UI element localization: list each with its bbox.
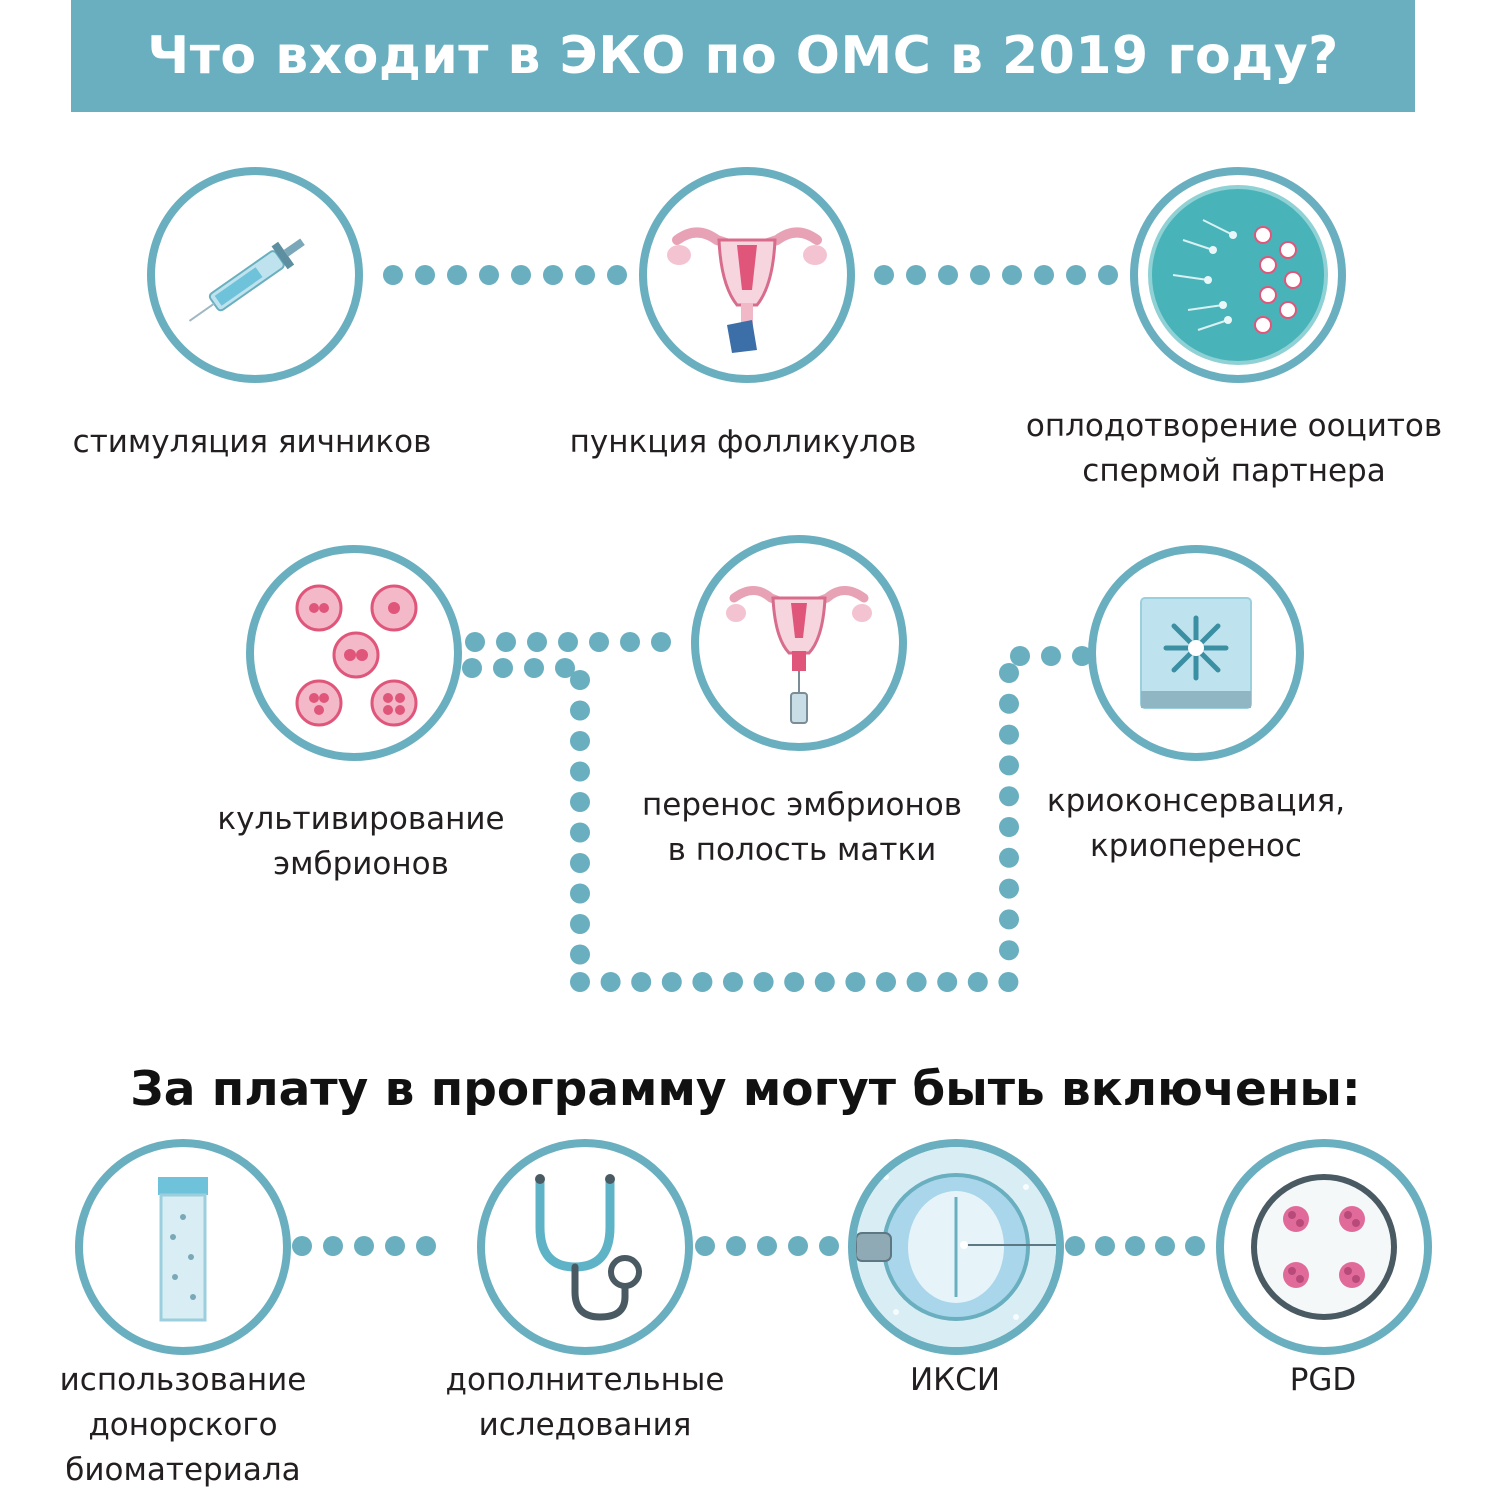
connector-dot [999,694,1019,714]
connector-dot [292,1236,312,1256]
connector-dot [970,265,990,285]
connector-dot [874,265,894,285]
paid-circle-exams [477,1139,693,1355]
connector-dot [845,972,865,992]
step-label-cultivation-line1: культивирование [217,801,505,837]
connector-dot [323,1236,343,1256]
connector-dot [999,940,1019,960]
connector-dot [601,972,621,992]
connector-dot [447,265,467,285]
connector-dot [555,658,575,678]
paid-circle-icsi [848,1139,1064,1355]
connector-dot [998,972,1018,992]
connector-dot [999,817,1019,837]
connector-dot [907,972,927,992]
connector-dot [938,265,958,285]
cryo-storage-icon [1116,573,1276,733]
icsi-icon [856,1147,1056,1347]
uterus-icon [657,185,837,365]
step-label-fertilization [1026,404,1442,494]
connector-dot [570,762,590,782]
pgd-dish-icon [1234,1157,1414,1337]
step-label-cultivation-line2: эмбрионов [273,846,449,882]
step-label-puncture-text: пункция фолликулов [569,424,917,460]
paid-label-pgd-text: PGD [1289,1362,1357,1398]
connector-dot [511,265,531,285]
step-label-fertilization-line2: спермой партнера [1082,453,1386,489]
embryo-transfer-icon [709,553,889,733]
connector-dot [570,884,590,904]
connector-dot [784,972,804,992]
step-label-cryo [1047,779,1345,869]
connector-dot [695,1236,715,1256]
connector-dot [354,1236,374,1256]
step-label-puncture [570,420,917,465]
step-label-cryo-line1: криоконсервация, [1046,783,1346,819]
connector-dot [1065,1236,1085,1256]
connector-dot [999,909,1019,929]
connector-dot [662,972,682,992]
connector-dot [937,972,957,992]
paid-label-donor-line1: использование [59,1362,307,1398]
connector-dot [570,701,590,721]
connector-dot [999,755,1019,775]
paid-label-icsi [910,1358,1000,1403]
paid-label-exams-line1: дополнительные [445,1362,725,1398]
connector-dot [570,972,590,992]
paid-label-donor [60,1358,307,1493]
connector-dot [527,632,547,652]
connector-dot [570,853,590,873]
paid-circle-donor [75,1139,291,1355]
connector-dot [570,823,590,843]
connector-dot [999,879,1019,899]
paid-label-pgd [1290,1358,1357,1403]
fertilization-dish-icon [1143,180,1333,370]
connector-dot [416,1236,436,1256]
connector-dot [1098,265,1118,285]
connector-dot [1034,265,1054,285]
connector-dot [815,972,835,992]
connector-dot [692,972,712,992]
connector-dot [543,265,563,285]
connector-dot [999,786,1019,806]
paid-label-donor-line2: донорского [88,1407,278,1443]
connector-dot [383,265,403,285]
connector-dot [607,265,627,285]
connector-dot [1185,1236,1205,1256]
step-label-cryo-line2: криоперенос [1090,828,1302,864]
step-label-stimulation-text: стимуляция яичников [72,424,432,460]
connector-dot [631,972,651,992]
step-circle-cryo [1088,545,1304,761]
connector-dot [819,1236,839,1256]
connector-dot [754,972,774,992]
step-circle-puncture [639,167,855,383]
connector-dot [1002,265,1022,285]
connector-dot [570,914,590,934]
embryo-cells-icon [264,563,444,743]
connector-dot [558,632,578,652]
connector-dot [479,265,499,285]
paid-label-icsi-text: ИКСИ [909,1362,1001,1398]
connector-dot [723,972,743,992]
connector-dot [1095,1236,1115,1256]
paid-label-exams [446,1358,725,1448]
step-label-transfer-line1: перенос эмбрионов [641,787,963,823]
connector-dot [968,972,988,992]
connector-dot [465,632,485,652]
connector-dot [1041,646,1061,666]
connector-dot [570,670,590,690]
connector-dot [620,632,640,652]
connector-dot [788,1236,808,1256]
step-circle-stimulation [147,167,363,383]
step-label-fertilization-line1: оплодотворение ооцитов [1025,408,1443,444]
step-label-transfer [642,783,962,873]
connector-dot [496,632,516,652]
page-title: Что входит в ЭКО по ОМС в 2019 году? [147,26,1339,86]
connector-dot [570,731,590,751]
connector-dot [462,658,482,678]
connector-dot [1125,1236,1145,1256]
connector-dot [757,1236,777,1256]
step-label-stimulation [73,420,432,465]
connector-dot [999,725,1019,745]
connector-dot [1010,646,1030,666]
step-circle-fertilization [1130,167,1346,383]
paid-circle-pgd [1216,1139,1432,1355]
connector-dot [651,632,671,652]
test-tube-icon [103,1157,263,1337]
connector-dot [906,265,926,285]
connector-dot [1066,265,1086,285]
connector-dot [524,658,544,678]
connector-dot [385,1236,405,1256]
stethoscope-icon [495,1157,675,1337]
syringe-icon [165,185,345,365]
connector-dot [493,658,513,678]
step-circle-cultivation [246,545,462,761]
connector-dot [570,792,590,812]
connector-dot [575,265,595,285]
connector-dot [1155,1236,1175,1256]
paid-label-exams-line2: иследования [478,1407,692,1443]
connector-dot [999,848,1019,868]
paid-section-title: За плату в программу могут быть включены: [130,1062,1361,1117]
connector-dot [570,945,590,965]
step-label-transfer-line2: в полость матки [667,832,937,868]
connector-dot [999,663,1019,683]
title-banner [71,0,1415,112]
step-circle-transfer [691,535,907,751]
connector-dot [589,632,609,652]
connector-dot [415,265,435,285]
connector-dot [726,1236,746,1256]
paid-label-donor-line3: биоматериала [65,1452,301,1488]
connector-dot [876,972,896,992]
step-label-cultivation [217,797,504,887]
